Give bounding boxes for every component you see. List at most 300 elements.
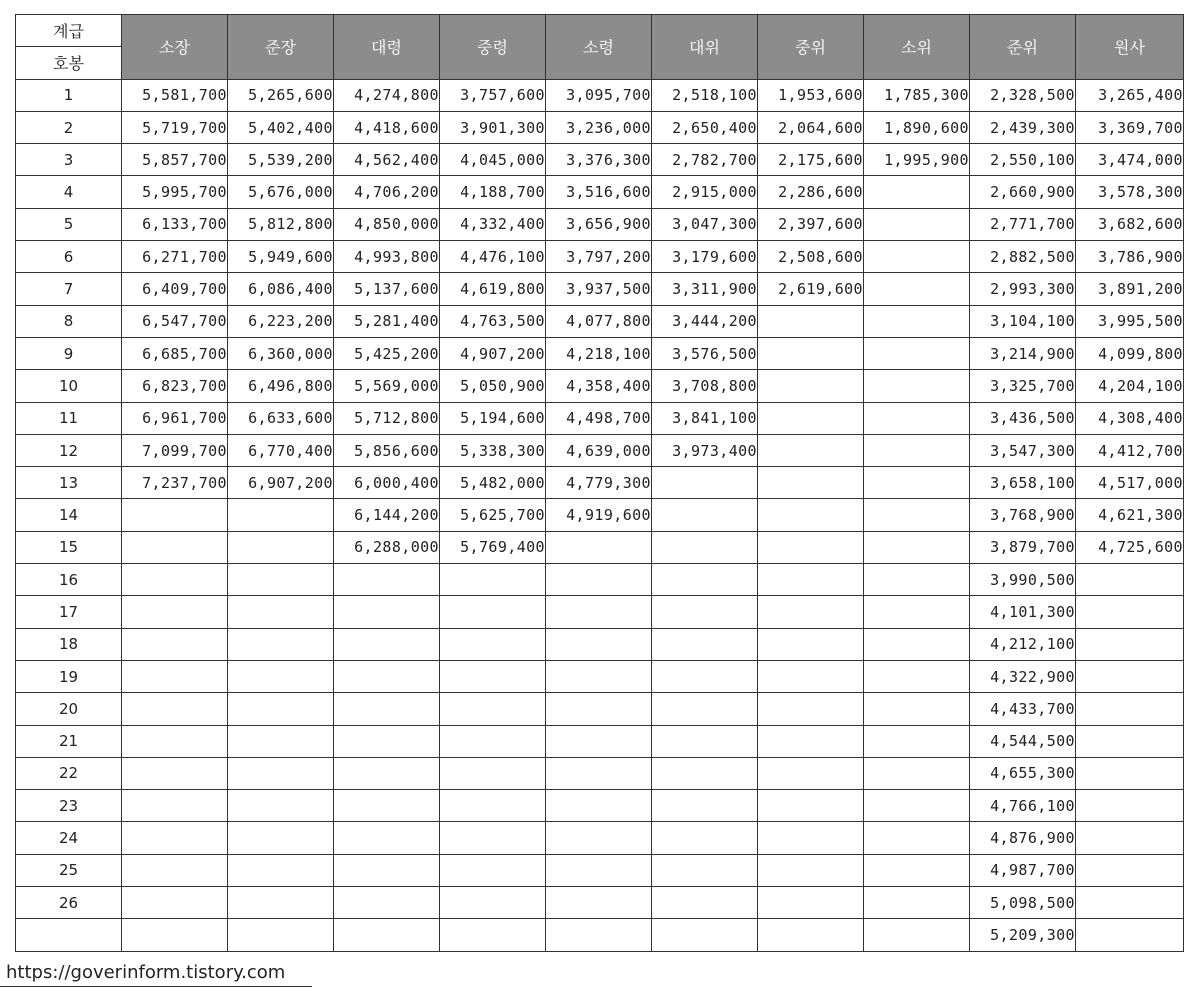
pay-cell bbox=[546, 887, 652, 919]
pay-cell bbox=[864, 887, 970, 919]
pay-cell bbox=[546, 596, 652, 628]
pay-cell bbox=[228, 887, 334, 919]
pay-cell bbox=[758, 854, 864, 886]
pay-cell: 2,286,600 bbox=[758, 176, 864, 208]
pay-cell bbox=[758, 628, 864, 660]
pay-cell bbox=[546, 822, 652, 854]
pay-cell: 5,995,700 bbox=[122, 176, 228, 208]
table-row bbox=[16, 337, 1184, 369]
pay-cell: 3,369,700 bbox=[1076, 111, 1184, 143]
pay-cell: 4,544,500 bbox=[970, 725, 1076, 757]
pay-cell: 5,402,400 bbox=[228, 111, 334, 143]
pay-cell bbox=[122, 790, 228, 822]
pay-cell bbox=[122, 564, 228, 596]
pay-cell bbox=[1076, 919, 1184, 951]
step-cell: 12 bbox=[16, 434, 122, 466]
pay-cell: 4,358,400 bbox=[546, 370, 652, 402]
pay-cell: 3,658,100 bbox=[970, 467, 1076, 499]
pay-cell: 6,000,400 bbox=[334, 467, 440, 499]
pay-cell bbox=[334, 660, 440, 692]
pay-cell bbox=[864, 208, 970, 240]
pay-cell: 2,064,600 bbox=[758, 111, 864, 143]
pay-cell: 6,288,000 bbox=[334, 531, 440, 563]
step-cell: 8 bbox=[16, 305, 122, 337]
pay-cell bbox=[1076, 790, 1184, 822]
table-row bbox=[16, 854, 1184, 886]
pay-cell: 6,907,200 bbox=[228, 467, 334, 499]
pay-cell: 5,812,800 bbox=[228, 208, 334, 240]
step-cell: 14 bbox=[16, 499, 122, 531]
pay-cell: 4,706,200 bbox=[334, 176, 440, 208]
step-cell: 6 bbox=[16, 241, 122, 273]
step-cell: 2 bbox=[16, 111, 122, 143]
pay-cell bbox=[1076, 822, 1184, 854]
pay-cell: 3,376,300 bbox=[546, 144, 652, 176]
pay-cell: 5,857,700 bbox=[122, 144, 228, 176]
pay-cell: 5,625,700 bbox=[440, 499, 546, 531]
pay-cell bbox=[652, 822, 758, 854]
pay-cell: 1,785,300 bbox=[864, 79, 970, 111]
pay-cell: 5,194,600 bbox=[440, 402, 546, 434]
pay-cell bbox=[334, 725, 440, 757]
corner-rank-label: 계급 bbox=[16, 15, 122, 47]
pay-cell: 2,619,600 bbox=[758, 273, 864, 305]
step-cell: 13 bbox=[16, 467, 122, 499]
pay-cell: 2,882,500 bbox=[970, 241, 1076, 273]
pay-cell: 4,077,800 bbox=[546, 305, 652, 337]
pay-cell: 4,332,400 bbox=[440, 208, 546, 240]
pay-cell: 5,209,300 bbox=[970, 919, 1076, 951]
pay-cell bbox=[334, 790, 440, 822]
pay-cell: 3,797,200 bbox=[546, 241, 652, 273]
pay-cell bbox=[440, 564, 546, 596]
pay-cell bbox=[1076, 628, 1184, 660]
pay-cell bbox=[122, 499, 228, 531]
step-cell: 22 bbox=[16, 757, 122, 789]
table-row bbox=[16, 467, 1184, 499]
step-cell: 18 bbox=[16, 628, 122, 660]
pay-cell bbox=[440, 757, 546, 789]
pay-cell bbox=[440, 725, 546, 757]
pay-cell: 5,137,600 bbox=[334, 273, 440, 305]
rank-header: 대위 bbox=[652, 15, 758, 80]
pay-cell: 2,328,500 bbox=[970, 79, 1076, 111]
table-row bbox=[16, 241, 1184, 273]
table-row bbox=[16, 790, 1184, 822]
pay-cell bbox=[122, 854, 228, 886]
pay-cell bbox=[864, 531, 970, 563]
pay-cell bbox=[334, 596, 440, 628]
pay-cell bbox=[228, 628, 334, 660]
pay-cell: 2,439,300 bbox=[970, 111, 1076, 143]
pay-cell: 6,547,700 bbox=[122, 305, 228, 337]
pay-cell bbox=[864, 402, 970, 434]
pay-cell: 2,650,400 bbox=[652, 111, 758, 143]
pay-cell: 6,823,700 bbox=[122, 370, 228, 402]
table-row bbox=[16, 273, 1184, 305]
pay-cell bbox=[440, 660, 546, 692]
pay-cell: 4,993,800 bbox=[334, 241, 440, 273]
pay-cell bbox=[122, 693, 228, 725]
pay-cell bbox=[334, 919, 440, 951]
step-cell: 10 bbox=[16, 370, 122, 402]
pay-cell bbox=[122, 531, 228, 563]
watermark-url: https://goverinform.tistory.com bbox=[0, 959, 312, 987]
pay-cell: 2,550,100 bbox=[970, 144, 1076, 176]
step-cell: 23 bbox=[16, 790, 122, 822]
pay-cell bbox=[228, 564, 334, 596]
pay-cell bbox=[758, 887, 864, 919]
pay-cell bbox=[546, 854, 652, 886]
table-row bbox=[16, 111, 1184, 143]
pay-cell bbox=[440, 628, 546, 660]
pay-cell: 4,476,100 bbox=[440, 241, 546, 273]
pay-cell: 5,856,600 bbox=[334, 434, 440, 466]
pay-cell: 3,311,900 bbox=[652, 273, 758, 305]
pay-cell bbox=[440, 887, 546, 919]
pay-cell: 5,482,000 bbox=[440, 467, 546, 499]
rank-header: 대령 bbox=[334, 15, 440, 80]
pay-cell: 3,578,300 bbox=[1076, 176, 1184, 208]
pay-cell bbox=[758, 660, 864, 692]
pay-cell: 3,474,000 bbox=[1076, 144, 1184, 176]
pay-cell: 4,498,700 bbox=[546, 402, 652, 434]
table-row bbox=[16, 208, 1184, 240]
pay-cell: 3,995,500 bbox=[1076, 305, 1184, 337]
pay-cell bbox=[1076, 725, 1184, 757]
pay-cell: 5,719,700 bbox=[122, 111, 228, 143]
step-cell: 17 bbox=[16, 596, 122, 628]
pay-cell bbox=[758, 531, 864, 563]
table-row bbox=[16, 628, 1184, 660]
pay-cell: 4,101,300 bbox=[970, 596, 1076, 628]
pay-cell bbox=[758, 822, 864, 854]
pay-cell bbox=[440, 919, 546, 951]
pay-cell bbox=[864, 241, 970, 273]
pay-cell bbox=[122, 887, 228, 919]
pay-cell bbox=[122, 660, 228, 692]
pay-cell: 3,768,900 bbox=[970, 499, 1076, 531]
pay-cell bbox=[758, 693, 864, 725]
pay-cell bbox=[334, 887, 440, 919]
pay-cell: 4,204,100 bbox=[1076, 370, 1184, 402]
pay-cell bbox=[652, 693, 758, 725]
pay-cell: 3,937,500 bbox=[546, 273, 652, 305]
pay-cell: 6,961,700 bbox=[122, 402, 228, 434]
pay-cell: 4,562,400 bbox=[334, 144, 440, 176]
step-cell: 15 bbox=[16, 531, 122, 563]
pay-cell bbox=[758, 596, 864, 628]
table-row bbox=[16, 499, 1184, 531]
step-cell: 16 bbox=[16, 564, 122, 596]
pay-cell: 6,133,700 bbox=[122, 208, 228, 240]
pay-cell: 3,104,100 bbox=[970, 305, 1076, 337]
table-row bbox=[16, 144, 1184, 176]
table-row bbox=[16, 402, 1184, 434]
pay-cell: 3,841,100 bbox=[652, 402, 758, 434]
pay-cell bbox=[652, 919, 758, 951]
pay-cell bbox=[546, 628, 652, 660]
pay-cell: 6,685,700 bbox=[122, 337, 228, 369]
pay-cell bbox=[334, 822, 440, 854]
pay-cell: 3,444,200 bbox=[652, 305, 758, 337]
pay-cell: 5,281,400 bbox=[334, 305, 440, 337]
pay-cell bbox=[122, 596, 228, 628]
pay-cell: 2,175,600 bbox=[758, 144, 864, 176]
pay-cell: 3,901,300 bbox=[440, 111, 546, 143]
pay-cell: 2,508,600 bbox=[758, 241, 864, 273]
pay-cell: 4,418,600 bbox=[334, 111, 440, 143]
pay-cell bbox=[1076, 693, 1184, 725]
pay-cell: 3,891,200 bbox=[1076, 273, 1184, 305]
pay-cell bbox=[228, 499, 334, 531]
pay-cell: 2,518,100 bbox=[652, 79, 758, 111]
pay-cell: 5,539,200 bbox=[228, 144, 334, 176]
pay-table bbox=[15, 14, 1184, 952]
pay-cell bbox=[546, 757, 652, 789]
pay-cell: 5,569,000 bbox=[334, 370, 440, 402]
rank-header: 준위 bbox=[970, 15, 1076, 80]
pay-cell: 4,412,700 bbox=[1076, 434, 1184, 466]
pay-cell bbox=[652, 628, 758, 660]
pay-cell bbox=[334, 757, 440, 789]
pay-cell: 3,682,600 bbox=[1076, 208, 1184, 240]
pay-cell: 4,517,000 bbox=[1076, 467, 1184, 499]
pay-cell bbox=[864, 757, 970, 789]
pay-cell: 5,581,700 bbox=[122, 79, 228, 111]
step-cell: 20 bbox=[16, 693, 122, 725]
pay-cell: 3,095,700 bbox=[546, 79, 652, 111]
pay-cell bbox=[334, 564, 440, 596]
pay-cell: 5,712,800 bbox=[334, 402, 440, 434]
pay-cell bbox=[228, 660, 334, 692]
table-row bbox=[16, 757, 1184, 789]
pay-cell: 5,425,200 bbox=[334, 337, 440, 369]
table-row bbox=[16, 176, 1184, 208]
pay-cell: 3,214,900 bbox=[970, 337, 1076, 369]
pay-cell: 4,099,800 bbox=[1076, 337, 1184, 369]
pay-cell: 4,322,900 bbox=[970, 660, 1076, 692]
pay-cell bbox=[228, 822, 334, 854]
step-cell: 26 bbox=[16, 887, 122, 919]
pay-cell: 4,218,100 bbox=[546, 337, 652, 369]
pay-cell: 6,223,200 bbox=[228, 305, 334, 337]
pay-cell bbox=[546, 531, 652, 563]
table-row bbox=[16, 370, 1184, 402]
pay-cell bbox=[440, 854, 546, 886]
pay-cell: 3,236,000 bbox=[546, 111, 652, 143]
table-row bbox=[16, 693, 1184, 725]
pay-cell: 5,050,900 bbox=[440, 370, 546, 402]
pay-cell bbox=[864, 434, 970, 466]
pay-cell: 1,953,600 bbox=[758, 79, 864, 111]
pay-cell bbox=[546, 919, 652, 951]
pay-cell bbox=[122, 628, 228, 660]
pay-cell: 5,265,600 bbox=[228, 79, 334, 111]
pay-cell: 5,949,600 bbox=[228, 241, 334, 273]
pay-cell bbox=[758, 305, 864, 337]
pay-cell bbox=[652, 887, 758, 919]
pay-cell: 2,782,700 bbox=[652, 144, 758, 176]
pay-cell bbox=[758, 434, 864, 466]
pay-cell: 4,725,600 bbox=[1076, 531, 1184, 563]
step-cell: 19 bbox=[16, 660, 122, 692]
pay-cell: 4,766,100 bbox=[970, 790, 1076, 822]
pay-cell bbox=[864, 628, 970, 660]
pay-cell bbox=[334, 693, 440, 725]
pay-cell bbox=[228, 790, 334, 822]
pay-cell: 4,621,300 bbox=[1076, 499, 1184, 531]
pay-cell: 3,656,900 bbox=[546, 208, 652, 240]
pay-cell: 4,619,800 bbox=[440, 273, 546, 305]
pay-cell: 2,915,000 bbox=[652, 176, 758, 208]
pay-cell: 6,086,400 bbox=[228, 273, 334, 305]
pay-cell: 4,433,700 bbox=[970, 693, 1076, 725]
pay-cell bbox=[864, 467, 970, 499]
pay-cell bbox=[864, 854, 970, 886]
pay-cell bbox=[758, 757, 864, 789]
pay-cell: 6,409,700 bbox=[122, 273, 228, 305]
pay-cell bbox=[758, 725, 864, 757]
pay-cell: 4,987,700 bbox=[970, 854, 1076, 886]
pay-cell bbox=[864, 919, 970, 951]
table-row bbox=[16, 305, 1184, 337]
pay-cell bbox=[546, 564, 652, 596]
pay-cell: 5,098,500 bbox=[970, 887, 1076, 919]
pay-cell: 6,496,800 bbox=[228, 370, 334, 402]
pay-cell bbox=[1076, 887, 1184, 919]
pay-cell bbox=[1076, 854, 1184, 886]
table-row bbox=[16, 887, 1184, 919]
pay-cell: 2,660,900 bbox=[970, 176, 1076, 208]
pay-cell: 4,850,000 bbox=[334, 208, 440, 240]
pay-cell: 4,763,500 bbox=[440, 305, 546, 337]
pay-cell: 4,639,000 bbox=[546, 434, 652, 466]
pay-cell bbox=[228, 725, 334, 757]
pay-cell: 4,045,000 bbox=[440, 144, 546, 176]
pay-cell bbox=[864, 596, 970, 628]
pay-cell bbox=[122, 822, 228, 854]
pay-cell: 3,179,600 bbox=[652, 241, 758, 273]
pay-cell: 4,919,600 bbox=[546, 499, 652, 531]
step-cell: 9 bbox=[16, 337, 122, 369]
pay-cell bbox=[652, 467, 758, 499]
rank-header: 소장 bbox=[122, 15, 228, 80]
pay-cell bbox=[864, 660, 970, 692]
pay-cell: 5,676,000 bbox=[228, 176, 334, 208]
pay-cell bbox=[546, 725, 652, 757]
pay-cell bbox=[864, 273, 970, 305]
pay-cell bbox=[758, 370, 864, 402]
pay-cell bbox=[1076, 596, 1184, 628]
pay-cell bbox=[864, 499, 970, 531]
pay-cell bbox=[122, 725, 228, 757]
pay-cell bbox=[652, 531, 758, 563]
step-cell: 5 bbox=[16, 208, 122, 240]
pay-cell bbox=[864, 370, 970, 402]
pay-cell bbox=[652, 790, 758, 822]
pay-cell: 3,325,700 bbox=[970, 370, 1076, 402]
rank-header: 소위 bbox=[864, 15, 970, 80]
pay-cell: 2,397,600 bbox=[758, 208, 864, 240]
pay-cell bbox=[652, 854, 758, 886]
pay-cell bbox=[1076, 757, 1184, 789]
pay-cell bbox=[864, 693, 970, 725]
pay-cell bbox=[228, 596, 334, 628]
rank-header: 중위 bbox=[758, 15, 864, 80]
pay-cell bbox=[440, 596, 546, 628]
pay-cell bbox=[758, 467, 864, 499]
pay-cell: 3,576,500 bbox=[652, 337, 758, 369]
table-row bbox=[16, 564, 1184, 596]
table-row bbox=[16, 919, 1184, 951]
pay-cell: 1,995,900 bbox=[864, 144, 970, 176]
table-row bbox=[16, 596, 1184, 628]
pay-cell bbox=[122, 919, 228, 951]
pay-cell: 6,271,700 bbox=[122, 241, 228, 273]
pay-cell bbox=[1076, 564, 1184, 596]
pay-cell bbox=[228, 693, 334, 725]
pay-cell: 3,547,300 bbox=[970, 434, 1076, 466]
table-row bbox=[16, 79, 1184, 111]
pay-cell bbox=[758, 337, 864, 369]
pay-cell: 7,237,700 bbox=[122, 467, 228, 499]
pay-cell: 4,212,100 bbox=[970, 628, 1076, 660]
pay-cell bbox=[864, 305, 970, 337]
pay-cell bbox=[758, 499, 864, 531]
pay-cell: 7,099,700 bbox=[122, 434, 228, 466]
pay-cell bbox=[652, 499, 758, 531]
pay-cell bbox=[652, 660, 758, 692]
pay-cell bbox=[440, 790, 546, 822]
pay-cell bbox=[122, 757, 228, 789]
step-cell: 7 bbox=[16, 273, 122, 305]
pay-cell bbox=[758, 790, 864, 822]
rank-header: 원사 bbox=[1076, 15, 1184, 80]
pay-cell: 2,993,300 bbox=[970, 273, 1076, 305]
pay-cell: 5,338,300 bbox=[440, 434, 546, 466]
pay-cell: 2,771,700 bbox=[970, 208, 1076, 240]
pay-cell bbox=[546, 693, 652, 725]
rank-header: 중령 bbox=[440, 15, 546, 80]
pay-cell: 4,274,800 bbox=[334, 79, 440, 111]
pay-cell bbox=[440, 693, 546, 725]
pay-cell: 3,265,400 bbox=[1076, 79, 1184, 111]
pay-cell: 3,990,500 bbox=[970, 564, 1076, 596]
table-row bbox=[16, 725, 1184, 757]
pay-cell bbox=[758, 564, 864, 596]
pay-cell bbox=[652, 596, 758, 628]
step-cell: 4 bbox=[16, 176, 122, 208]
pay-cell bbox=[864, 725, 970, 757]
table-row bbox=[16, 660, 1184, 692]
step-cell: 24 bbox=[16, 822, 122, 854]
pay-cell bbox=[864, 790, 970, 822]
pay-cell bbox=[1076, 660, 1184, 692]
pay-cell: 4,655,300 bbox=[970, 757, 1076, 789]
pay-cell bbox=[652, 564, 758, 596]
pay-cell bbox=[652, 725, 758, 757]
step-cell: 1 bbox=[16, 79, 122, 111]
pay-cell bbox=[228, 919, 334, 951]
corner-step-label: 호봉 bbox=[16, 47, 122, 79]
pay-cell bbox=[864, 176, 970, 208]
step-cell: 21 bbox=[16, 725, 122, 757]
pay-cell bbox=[758, 919, 864, 951]
pay-cell: 6,770,400 bbox=[228, 434, 334, 466]
pay-cell: 4,188,700 bbox=[440, 176, 546, 208]
pay-cell bbox=[440, 822, 546, 854]
